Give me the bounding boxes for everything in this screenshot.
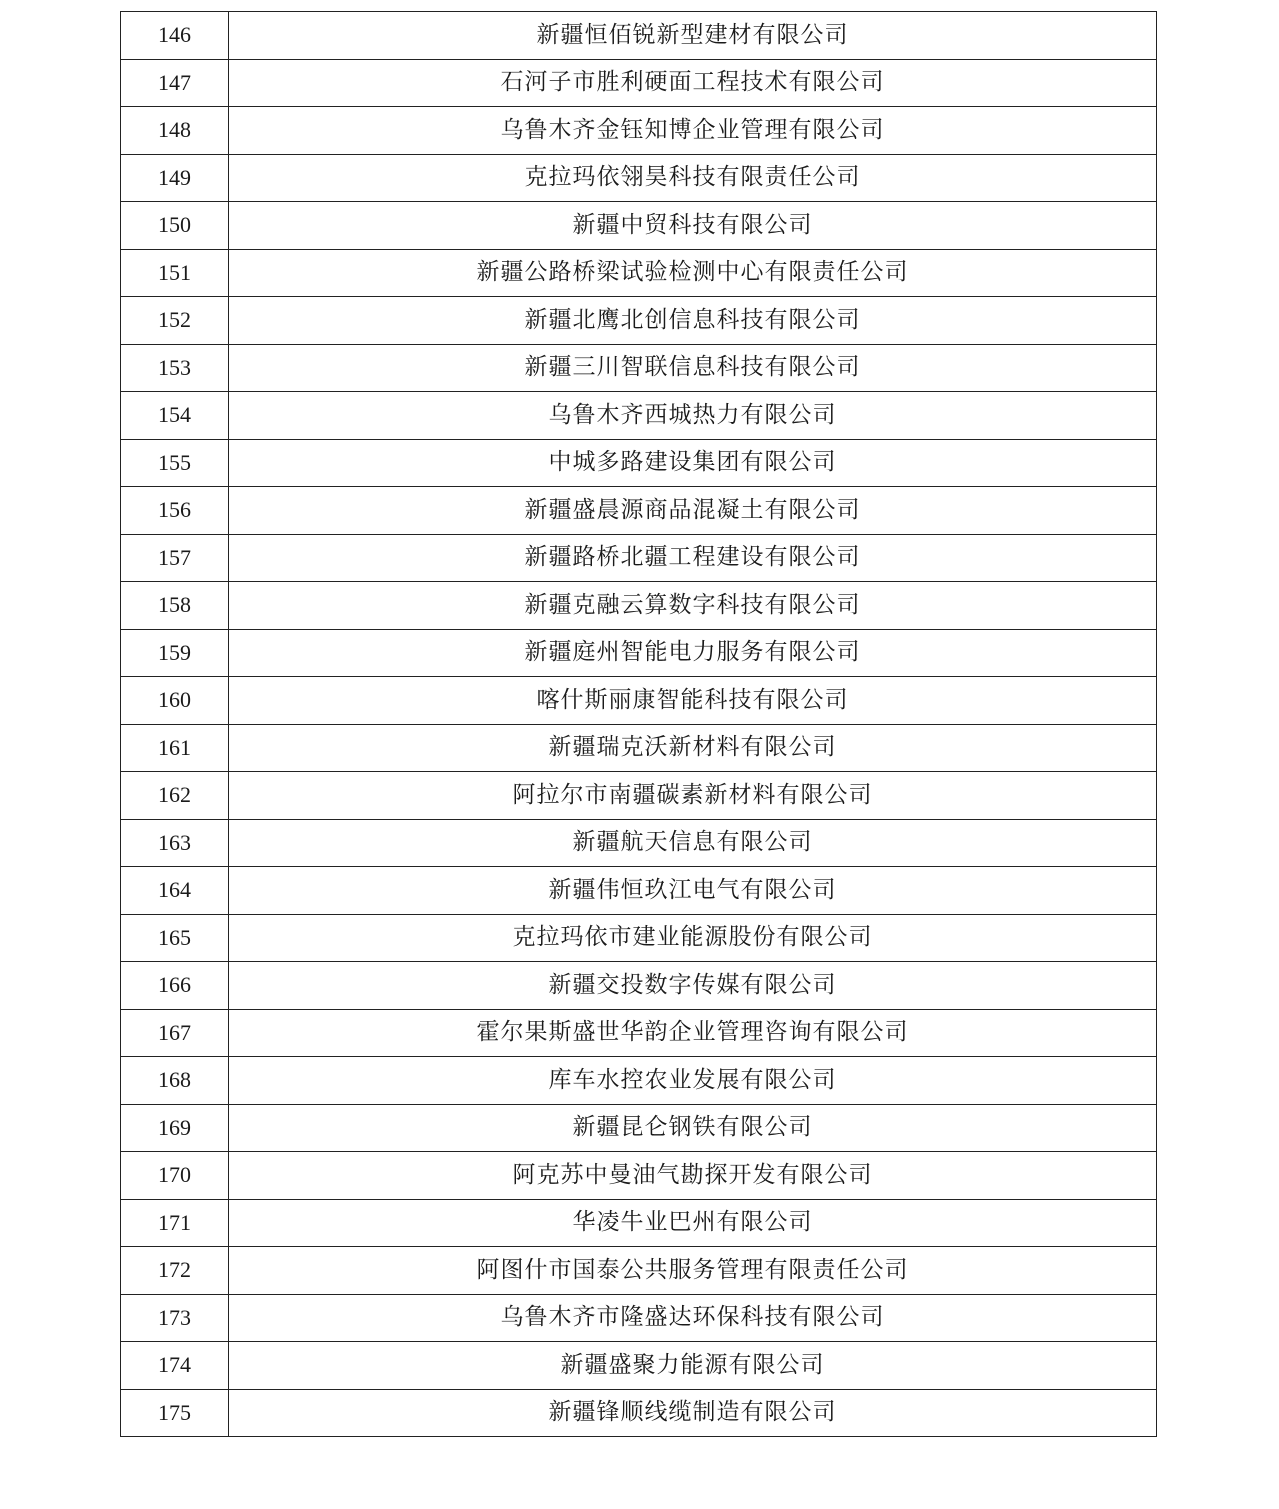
table-row bbox=[121, 772, 1157, 820]
row-number-cell: 170 bbox=[121, 1152, 229, 1200]
company-name-cell: 霍尔果斯盛世华韵企业管理咨询有限公司 bbox=[229, 1009, 1157, 1057]
table-row bbox=[121, 867, 1157, 915]
table-row bbox=[121, 724, 1157, 772]
company-name-cell: 克拉玛依市建业能源股份有限公司 bbox=[229, 914, 1157, 962]
company-name-cell: 新疆克融云算数字科技有限公司 bbox=[229, 582, 1157, 630]
table-row bbox=[121, 1389, 1157, 1437]
table-row bbox=[121, 107, 1157, 155]
row-number-cell: 167 bbox=[121, 1009, 229, 1057]
company-name-cell: 新疆伟恒玖江电气有限公司 bbox=[229, 867, 1157, 915]
row-number-cell: 166 bbox=[121, 962, 229, 1010]
row-number-cell: 148 bbox=[121, 107, 229, 155]
row-number-cell: 155 bbox=[121, 439, 229, 487]
company-name-cell: 新疆盛晨源商品混凝土有限公司 bbox=[229, 487, 1157, 535]
table-row bbox=[121, 1057, 1157, 1105]
company-name-cell: 新疆盛聚力能源有限公司 bbox=[229, 1342, 1157, 1390]
table-row bbox=[121, 297, 1157, 345]
table-row bbox=[121, 677, 1157, 725]
company-name-cell: 新疆交投数字传媒有限公司 bbox=[229, 962, 1157, 1010]
row-number-cell: 173 bbox=[121, 1294, 229, 1342]
table-body bbox=[121, 12, 1157, 1437]
company-name-cell: 中城多路建设集团有限公司 bbox=[229, 439, 1157, 487]
table-row bbox=[121, 344, 1157, 392]
row-number-cell: 153 bbox=[121, 344, 229, 392]
row-number-cell: 147 bbox=[121, 59, 229, 107]
company-name-cell: 库车水控农业发展有限公司 bbox=[229, 1057, 1157, 1105]
table-row bbox=[121, 962, 1157, 1010]
company-name-cell: 华凌牛业巴州有限公司 bbox=[229, 1199, 1157, 1247]
company-name-cell: 克拉玛依翎昊科技有限责任公司 bbox=[229, 154, 1157, 202]
row-number-cell: 168 bbox=[121, 1057, 229, 1105]
table-row bbox=[121, 914, 1157, 962]
table-row bbox=[121, 154, 1157, 202]
company-name-cell: 新疆路桥北疆工程建设有限公司 bbox=[229, 534, 1157, 582]
company-name-cell: 新疆瑞克沃新材料有限公司 bbox=[229, 724, 1157, 772]
company-name-cell: 新疆三川智联信息科技有限公司 bbox=[229, 344, 1157, 392]
table-row bbox=[121, 1247, 1157, 1295]
company-name-cell: 乌鲁木齐西城热力有限公司 bbox=[229, 392, 1157, 440]
company-name-cell: 阿拉尔市南疆碳素新材料有限公司 bbox=[229, 772, 1157, 820]
row-number-cell: 164 bbox=[121, 867, 229, 915]
row-number-cell: 154 bbox=[121, 392, 229, 440]
table-row bbox=[121, 534, 1157, 582]
table-row bbox=[121, 487, 1157, 535]
row-number-cell: 161 bbox=[121, 724, 229, 772]
company-name-cell: 新疆锋顺线缆制造有限公司 bbox=[229, 1389, 1157, 1437]
company-name-cell: 乌鲁木齐金钰知博企业管理有限公司 bbox=[229, 107, 1157, 155]
row-number-cell: 172 bbox=[121, 1247, 229, 1295]
company-name-cell: 喀什斯丽康智能科技有限公司 bbox=[229, 677, 1157, 725]
table-row bbox=[121, 202, 1157, 250]
table-row bbox=[121, 1199, 1157, 1247]
row-number-cell: 156 bbox=[121, 487, 229, 535]
row-number-cell: 152 bbox=[121, 297, 229, 345]
table-row bbox=[121, 819, 1157, 867]
company-name-cell: 新疆庭州智能电力服务有限公司 bbox=[229, 629, 1157, 677]
row-number-cell: 175 bbox=[121, 1389, 229, 1437]
company-name-cell: 新疆恒佰锐新型建材有限公司 bbox=[229, 12, 1157, 60]
row-number-cell: 163 bbox=[121, 819, 229, 867]
table-row bbox=[121, 249, 1157, 297]
table-row bbox=[121, 439, 1157, 487]
row-number-cell: 150 bbox=[121, 202, 229, 250]
row-number-cell: 158 bbox=[121, 582, 229, 630]
company-name-cell: 新疆北鹰北创信息科技有限公司 bbox=[229, 297, 1157, 345]
table-row bbox=[121, 1152, 1157, 1200]
company-name-cell: 新疆公路桥梁试验检测中心有限责任公司 bbox=[229, 249, 1157, 297]
row-number-cell: 157 bbox=[121, 534, 229, 582]
table-row bbox=[121, 59, 1157, 107]
row-number-cell: 149 bbox=[121, 154, 229, 202]
company-name-cell: 阿克苏中曼油气勘探开发有限公司 bbox=[229, 1152, 1157, 1200]
table-row bbox=[121, 1294, 1157, 1342]
table-row bbox=[121, 12, 1157, 60]
company-name-cell: 新疆中贸科技有限公司 bbox=[229, 202, 1157, 250]
row-number-cell: 165 bbox=[121, 914, 229, 962]
table-row bbox=[121, 392, 1157, 440]
row-number-cell: 160 bbox=[121, 677, 229, 725]
company-name-cell: 新疆昆仑钢铁有限公司 bbox=[229, 1104, 1157, 1152]
company-name-cell: 新疆航天信息有限公司 bbox=[229, 819, 1157, 867]
row-number-cell: 171 bbox=[121, 1199, 229, 1247]
row-number-cell: 162 bbox=[121, 772, 229, 820]
row-number-cell: 174 bbox=[121, 1342, 229, 1390]
company-name-cell: 阿图什市国泰公共服务管理有限责任公司 bbox=[229, 1247, 1157, 1295]
company-name-cell: 石河子市胜利硬面工程技术有限公司 bbox=[229, 59, 1157, 107]
row-number-cell: 146 bbox=[121, 12, 229, 60]
table-row bbox=[121, 629, 1157, 677]
table-row bbox=[121, 1104, 1157, 1152]
company-list-table bbox=[120, 11, 1157, 1437]
row-number-cell: 159 bbox=[121, 629, 229, 677]
table-row bbox=[121, 582, 1157, 630]
table-row bbox=[121, 1009, 1157, 1057]
company-name-cell: 乌鲁木齐市隆盛达环保科技有限公司 bbox=[229, 1294, 1157, 1342]
row-number-cell: 169 bbox=[121, 1104, 229, 1152]
row-number-cell: 151 bbox=[121, 249, 229, 297]
table-row bbox=[121, 1342, 1157, 1390]
